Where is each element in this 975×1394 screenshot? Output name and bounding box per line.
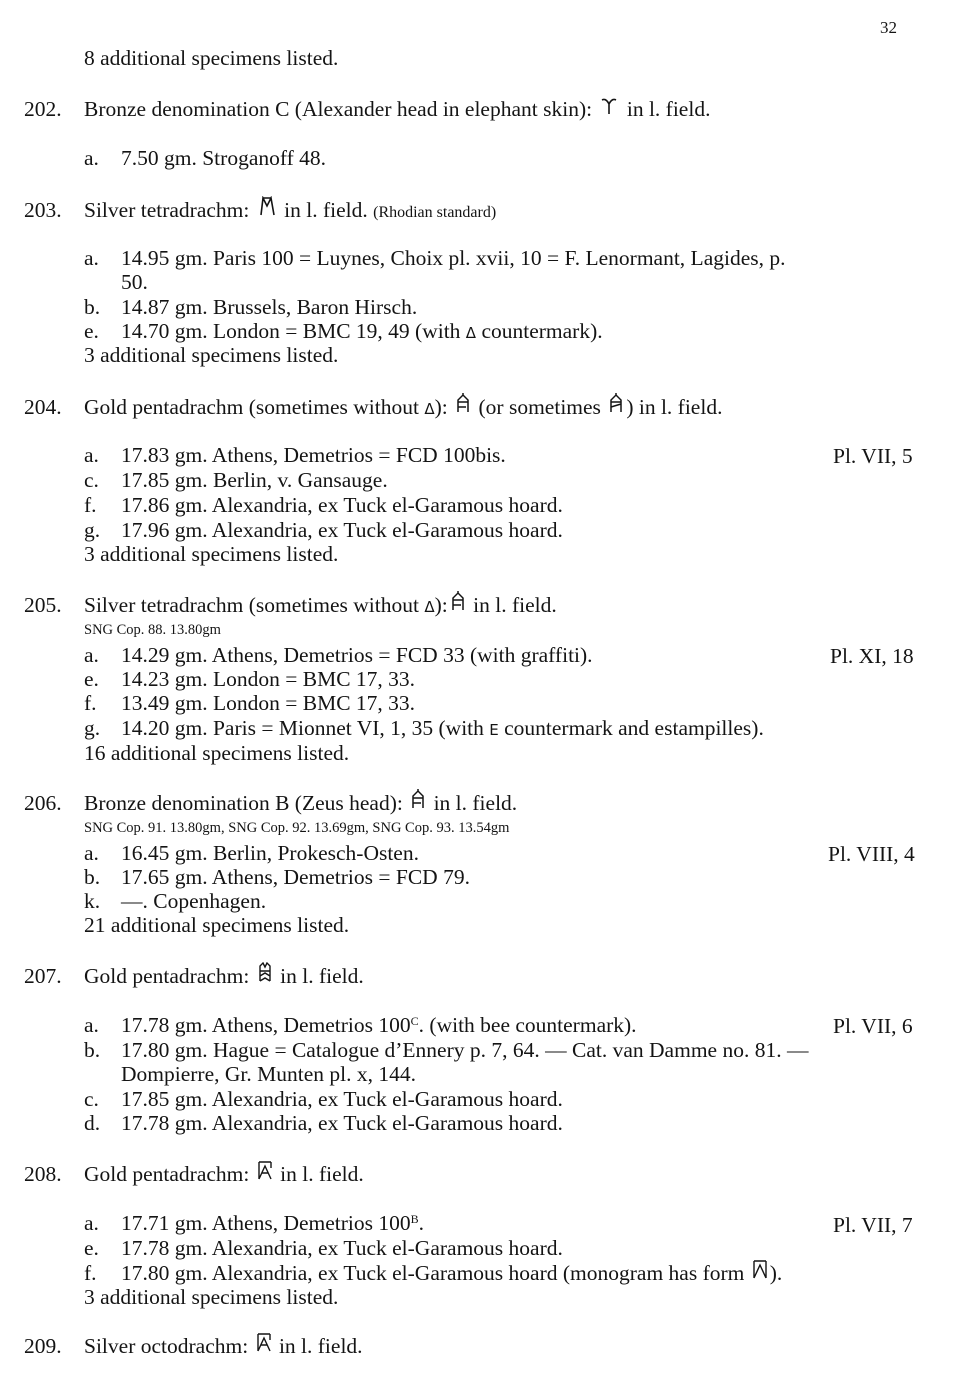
specimen-text: 16.45 gm. Berlin, Prokesch-Osten. [121,841,419,865]
specimen-text-suffix: ). [769,1261,783,1285]
specimen-superscript: C [410,1014,419,1028]
plate-reference: Pl. XI, 18 [830,644,914,668]
specimen-continuation: Dompierre, Gr. Munten pl. x, 144. [121,1062,416,1086]
specimen-text: —. Copenhagen. [121,889,267,913]
monogram-variant-form-icon [750,1259,770,1279]
specimen-item [84,245,786,271]
epsilon-countermark-icon: E [489,721,499,739]
specimen-letter: d. [84,1111,101,1135]
specimen-text: 17.86 gm. Alexandria, ex Tuck el-Garamous hoard. [121,493,563,517]
preamble-additional: 8 additional specimens listed. [84,46,339,70]
entry-number: 202. [24,97,62,121]
entry-title-suffix: in l. field. [626,97,711,121]
specimen-item [84,1037,808,1063]
entry-title-mid2: (or sometimes [478,395,601,419]
specimen-letter: c. [84,468,99,492]
sng-reference: SNG Cop. 88. 13.80gm [84,622,221,638]
specimen-letter: e. [84,319,99,343]
specimen-item [84,1259,782,1286]
specimen-item [84,715,764,743]
monogram-boxed-alpha-icon [255,1160,275,1180]
entry-title-suffix: in l. field. [284,198,368,222]
entry-number: 205. [24,593,62,617]
specimen-item [84,840,419,866]
entry-207-heading [24,962,364,989]
specimen-letter: a. [84,1013,99,1037]
specimen-letter: a. [84,246,99,270]
additional-specimens: 21 additional specimens listed. [84,913,350,937]
additional-specimens: 3 additional specimens listed. [84,1285,339,1309]
monogram-mu-icon [255,196,279,216]
delta-countermark-icon: Δ [465,324,477,342]
specimen-text: 7.50 gm. Stroganoff 48. [121,146,327,170]
specimen-item [84,1235,563,1261]
additional-specimens: 3 additional specimens listed. [84,343,339,367]
entry-number: 208. [24,1162,62,1186]
specimen-item [84,666,415,692]
specimen-text: 14.29 gm. Athens, Demetrios = FCD 33 (with graffiti). [121,643,593,667]
entry-title-mid: ): [434,593,448,617]
entry-title: Silver octodrachm: [84,1334,249,1358]
specimen-text: 17.71 gm. Athens, Demetrios 100 [121,1211,411,1235]
specimen-letter: g. [84,716,101,740]
specimen-text-suffix: . (with bee countermark). [418,1013,637,1037]
entry-208-heading [24,1160,364,1187]
entry-202-heading [24,96,710,122]
specimen-text: 17.78 gm. Alexandria, ex Tuck el-Garamous hoard. [121,1111,563,1135]
specimen-text: 17.65 gm. Athens, Demetrios = FCD 79. [121,865,470,889]
specimen-text-suffix: countermark). [481,319,603,343]
entry-203-heading [24,196,496,226]
entry-title-suffix: in l. field. [278,1334,363,1358]
specimen-item [84,1110,563,1136]
specimen-text: 14.95 gm. Paris 100 = Luynes, Choix pl. xvii, 10 = F. Lenormant, Lagides, p. [121,246,786,270]
entry-204-heading [24,393,722,422]
specimen-item [84,145,326,171]
specimen-letter: a. [84,643,99,667]
specimen-letter: b. [84,865,101,889]
specimen-item [84,517,563,543]
specimen-item [84,1086,563,1112]
specimen-letter: g. [84,518,101,542]
specimen-item [84,294,417,320]
monogram-mu-alpha-icon [255,962,275,982]
entry-title-suffix: ) in l. field. [626,395,723,419]
specimen-item [84,642,593,668]
entry-title: Bronze denomination B (Zeus head): [84,791,403,815]
entry-title-suffix: in l. field. [280,1162,364,1186]
entry-206-heading [24,789,517,816]
specimen-continuation: 50. [121,270,148,294]
specimen-superscript: B [410,1212,419,1226]
entry-title-suffix: in l. field. [473,593,557,617]
entry-title: Gold pentadrachm: [84,964,250,988]
monogram-upsilon-icon [597,97,621,115]
entry-title: Silver tetradrachm: [84,198,250,222]
monogram-alpha-rho-icon [453,393,473,413]
specimen-item [84,864,470,890]
specimen-text: 13.49 gm. London = BMC 17, 33. [121,691,416,715]
specimen-item [84,492,563,518]
specimen-text-suffix: countermark and estampilles). [504,716,764,740]
entry-title: Silver tetradrachm (sometimes without [84,593,419,617]
entry-209-heading [24,1332,363,1359]
specimen-text: 14.87 gm. Brussels, Baron Hirsch. [121,295,418,319]
specimen-text: 17.80 gm. Alexandria, ex Tuck el-Garamous hoard (monogram has form [121,1261,745,1285]
specimen-letter: a. [84,841,99,865]
specimen-letter: a. [84,146,99,170]
delta-icon: Δ [424,400,435,418]
specimen-text: 17.85 gm. Berlin, v. Gansauge. [121,468,388,492]
sng-reference: SNG Cop. 91. 13.80gm, SNG Cop. 92. 13.69gm, SNG Cop. 93. 13.54gm [84,820,510,836]
specimen-letter: f. [84,493,97,517]
specimen-letter: c. [84,1087,99,1111]
entry-number: 207. [24,964,62,988]
entry-number: 206. [24,791,62,815]
specimen-text: 14.70 gm. London = BMC 19, 49 (with [121,319,461,343]
delta-icon: Δ [424,598,435,616]
entry-number: 203. [24,198,62,222]
specimen-text-suffix: . [418,1211,425,1235]
specimen-letter: f. [84,691,97,715]
specimen-text: 17.78 gm. Athens, Demetrios 100 [121,1013,411,1037]
specimen-text: 17.96 gm. Alexandria, ex Tuck el-Garamous hoard. [121,518,563,542]
entry-title: Gold pentadrachm (sometimes without [84,395,419,419]
specimen-letter: b. [84,1038,101,1062]
page-number: 32 [880,18,897,37]
specimen-letter: f. [84,1261,97,1285]
plate-reference: Pl. VII, 7 [833,1213,913,1237]
specimen-letter: e. [84,1236,99,1260]
entry-number: 204. [24,395,62,419]
plate-reference: Pl. VII, 5 [833,444,913,468]
specimen-text: 17.78 gm. Alexandria, ex Tuck el-Garamous hoard. [121,1236,563,1260]
plate-reference: Pl. VIII, 4 [828,842,915,866]
additional-specimens: 16 additional specimens listed. [84,741,350,765]
specimen-item [84,442,506,468]
specimen-text: 14.20 gm. Paris = Mionnet VI, 1, 35 (with [121,716,484,740]
specimen-letter: k. [84,889,101,913]
entry-note: (Rhodian standard) [373,204,497,221]
specimen-item [84,888,266,914]
entry-205-heading [24,591,557,620]
specimen-letter: e. [84,667,99,691]
entry-title-mid: ): [434,395,448,419]
specimen-letter: b. [84,295,101,319]
monogram-alt-alpha-rho-icon [606,393,626,413]
entry-title-suffix: in l. field. [433,791,518,815]
specimen-letter: a. [84,1211,99,1235]
specimen-item [84,1012,637,1038]
specimen-text: 17.83 gm. Athens, Demetrios = FCD 100bis. [121,443,506,467]
specimen-text: 17.80 gm. Hague = Catalogue d’Ennery p. 7, 64. — Cat. van Damme no. 81. — [121,1038,809,1062]
specimen-item [84,690,415,716]
entry-title: Gold pentadrachm: [84,1162,250,1186]
monogram-alpha-rho-icon [408,789,428,809]
monogram-boxed-alpha-icon [254,1332,274,1352]
monogram-alpha-rho-icon [448,591,468,611]
specimen-text: 17.85 gm. Alexandria, ex Tuck el-Garamous hoard. [121,1087,563,1111]
specimen-item [84,467,388,493]
specimen-item [84,1210,424,1236]
additional-specimens: 3 additional specimens listed. [84,542,339,566]
entry-title: Bronze denomination C (Alexander head in elephant skin): [84,97,593,121]
specimen-letter: a. [84,443,99,467]
specimen-text: 14.23 gm. London = BMC 17, 33. [121,667,416,691]
entry-number: 209. [24,1334,62,1358]
entry-title-suffix: in l. field. [280,964,364,988]
plate-reference: Pl. VII, 6 [833,1014,913,1038]
